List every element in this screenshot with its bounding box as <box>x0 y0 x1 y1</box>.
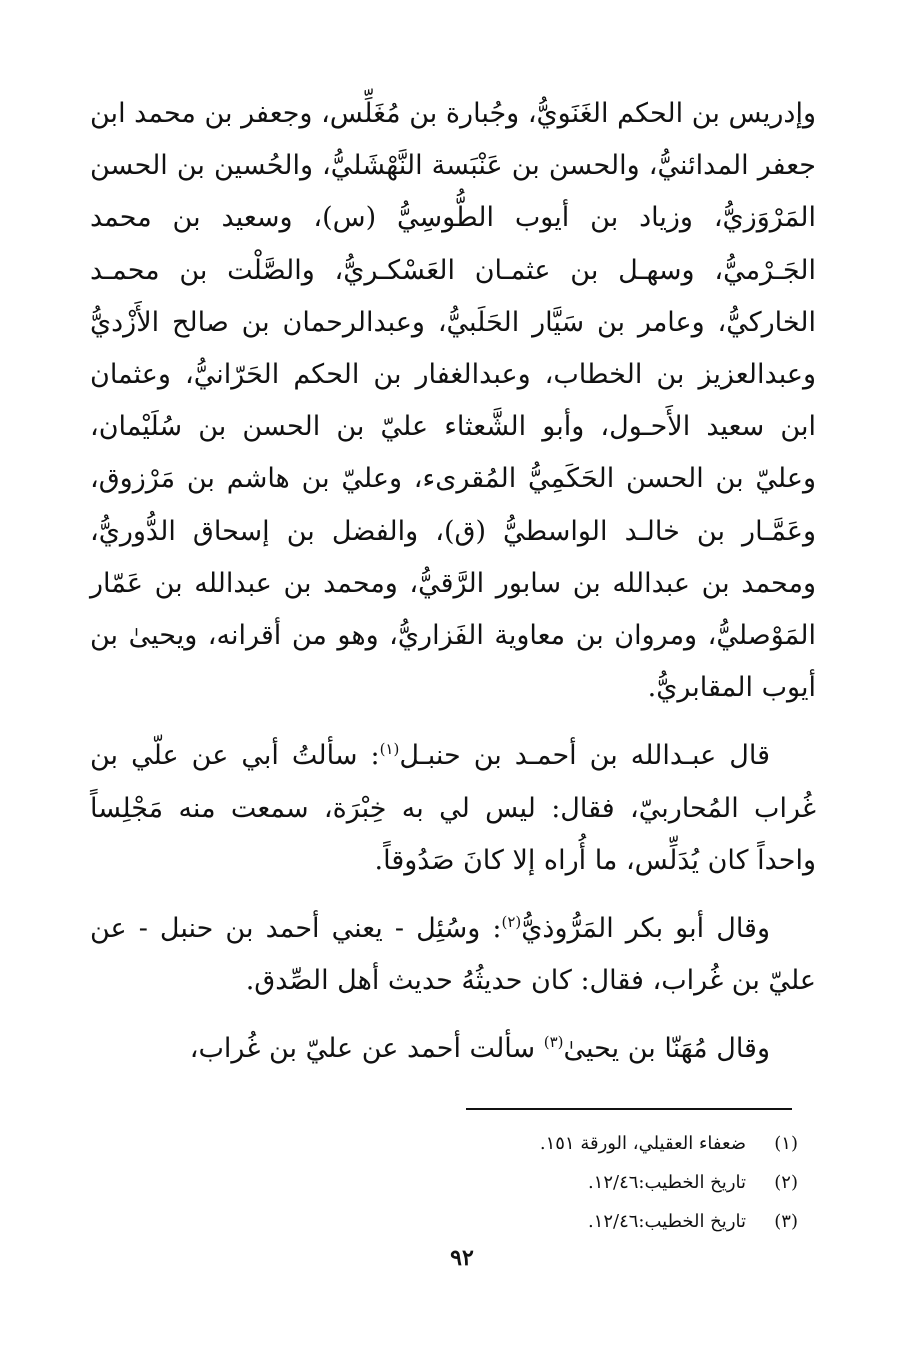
main-text <box>90 88 816 1076</box>
page-number: ٩٢ <box>450 1245 474 1271</box>
paragraph-text: وقال أبو بكر المَرُّوذيُّ <box>521 913 770 945</box>
paragraph-text: : سألتُ أبي عن علّي بن غُراب المُحاربيّ، فقال: ليس لي به خِبْرَة، سمعت منه مَجْلِساً واحداً كان يُدَلِّس، ما أُراه إلا كانَ صَدُوقاً. <box>90 740 816 876</box>
footnote-ref-1[interactable]: (١) <box>379 740 400 759</box>
footnote-1 <box>300 1124 798 1163</box>
paragraph-muhanna-quote <box>90 1023 816 1075</box>
paragraph-text: سألت أحمد عن عليّ بن غُراب، <box>189 1033 544 1065</box>
footnote-number: (٣) <box>774 1211 798 1232</box>
footnotes-section <box>300 1124 798 1241</box>
paragraph-abdullah-quote <box>90 730 816 887</box>
footnote-2 <box>300 1163 798 1202</box>
paragraph-marrudhi-quote <box>90 903 816 1007</box>
footnote-number: (٢) <box>774 1172 798 1193</box>
paragraph-text: قال عبـدالله بن أحمـد بن حنبـل <box>399 740 771 772</box>
footnote-number: (١) <box>774 1133 798 1154</box>
footnote-divider <box>466 1108 792 1110</box>
footnote-text: ضعفاء العقيلي، الورقة ١٥١. <box>539 1133 746 1154</box>
footnote-text: تاريخ الخطيب:١٢/٤٦. <box>587 1211 746 1232</box>
paragraph-text: وقال مُهَنّا بن يحيىٰ <box>563 1033 770 1065</box>
footnote-ref-2[interactable]: (٢) <box>501 913 522 932</box>
paragraph-narrators-list <box>90 88 816 714</box>
paragraph-text: : وسُئِل - يعني أحمد بن حنبل - عن عليّ بن غُراب، فقال: كان حديثُهُ حديث أهل الصِّدق. <box>90 913 816 997</box>
paragraph-text: وإدريس بن الحكم الغَنَويُّ، وجُبارة بن مُغَلِّس، وجعفر بن محمد ابن جعفر المدائنيُّ، والحسن بن عَنْبَسة النَّهْشَليُّ، والحُسين بن الحسن المَرْوَزيُّ، وزياد بن أيوب الطُّوسِيُّ (س)، وسعيد بن محمد الجَـرْميُّ، وسهـل بن عثمـان العَسْكـريُّ، والصَّلْت بن محمـد الخاركيُّ، وعامر بن سَيَّار الحَلَبيُّ، وعبدالرحمان بن صالح الأَزْديُّ وعبدالعزيز بن الخطاب، وعبدالغفار بن الحكم الحَرّانيُّ، وعثمان ابن سعيد الأَحـول، وأبو الشَّعثاء عليّ بن الحسن بن سُلَيْمان، وعليّ بن الحسن الحَكَمِيُّ المُقرىء، وعليّ بن هاشم بن مَرْزوق، وعَمَّـار بن خالـد الواسطيُّ (ق)، والفضل بن إسحاق الدُّوريُّ، ومحمد بن عبدالله بن سابور الرَّقيُّ، ومحمد بن عبدالله بن عَمّار المَوْصليُّ، ومروان بن معاوية الفَزاريُّ، وهو من أقرانه، ويحيىٰ بن أيوب المقابريُّ. <box>90 98 816 704</box>
footnote-ref-3[interactable]: (٣) <box>543 1033 564 1052</box>
footnote-3 <box>300 1202 798 1241</box>
footnote-text: تاريخ الخطيب:١٢/٤٦. <box>587 1172 746 1193</box>
